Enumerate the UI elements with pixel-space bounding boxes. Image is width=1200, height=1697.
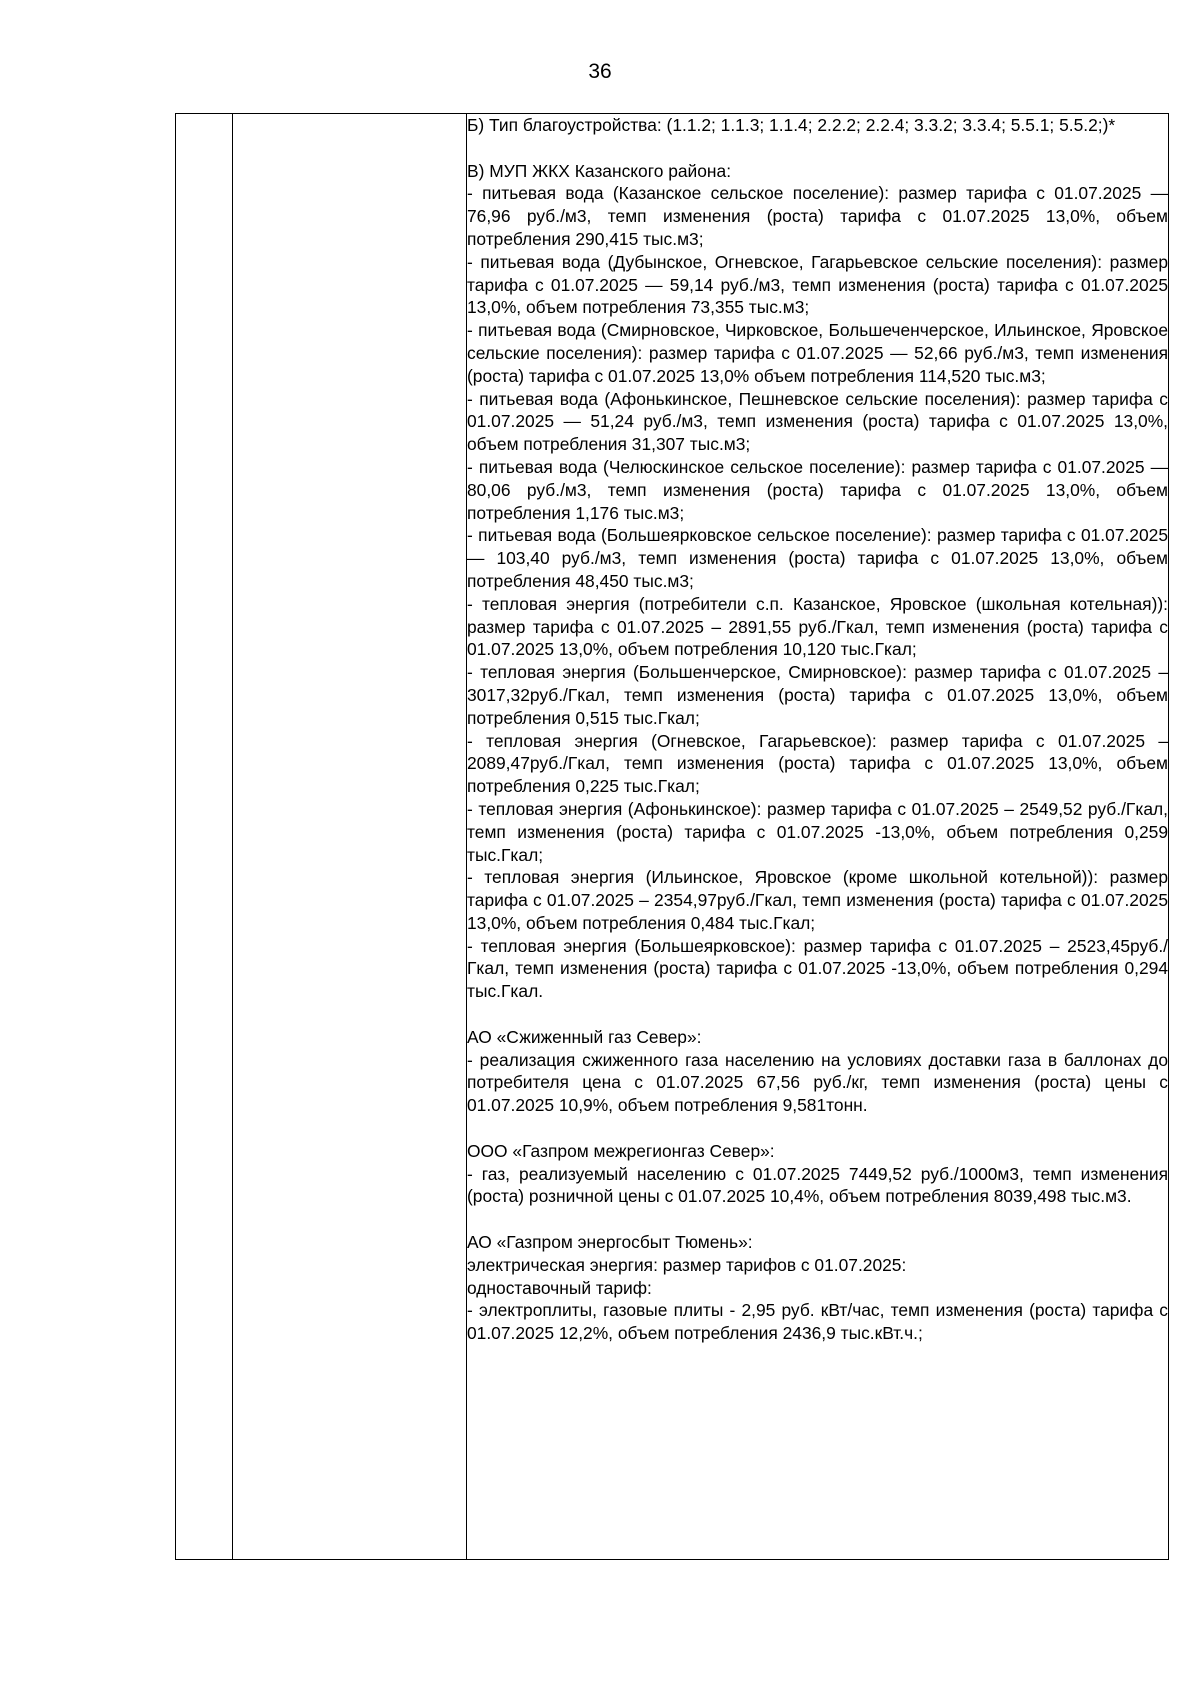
content-paragraph: Б) Тип благоустройства: (1.1.2; 1.1.3; 1.1.4; 2.2.2; 2.2.4; 3.3.2; 3.3.4; 5.5.1; 5.5.2;)* xyxy=(467,115,1116,135)
content-paragraph: - тепловая энергия (Афонькинское): размер тарифа с 01.07.2025 – 2549,52 руб./Гкал, темп изменения (роста) тарифа с 01.07.2025 -13,0%, объем потребления 0,259 тыс.Гкал; xyxy=(467,798,1168,865)
content-paragraph: - тепловая энергия (потребители с.п. Казанское, Яровское (школьная котельная)): размер тарифа с 01.07.2025 – 2891,55 руб./Гкал, темп изменения (роста) тарифа с 01.07.2025 13,0%, объем потребления 10,120 тыс.Гкал; xyxy=(467,593,1168,660)
content-paragraph: - газ, реализуемый населению с 01.07.2025 7449,52 руб./1000м3, темп изменения (роста) розничной цены с 01.07.2025 10,4%, объем потребления 8039,498 тыс.м3. xyxy=(467,1163,1168,1207)
content-paragraph: - реализация сжиженного газа населению на условиях доставки газа в баллонах до потребителя цена с 01.07.2025 67,56 руб./кг, темп изменения (роста) цены с 01.07.2025 10,9%, объем потребления 9,581тонн. xyxy=(467,1049,1168,1116)
table-cell-name xyxy=(233,114,467,1560)
paragraph-spacer xyxy=(467,1003,1168,1026)
content-paragraphs xyxy=(467,114,1168,1345)
content-paragraph: - питьевая вода (Большеярковское сельское поселение): размер тарифа с 01.07.2025 — 103,40 руб./м3, темп изменения (роста) тарифа с 01.07.2025 13,0%, объем потребления 48,450 тыс.м3; xyxy=(467,525,1168,591)
page-number: 36 xyxy=(588,60,612,83)
content-paragraph: ООО «Газпром межрегионгаз Север»: xyxy=(467,1140,775,1161)
content-paragraph: электрическая энергия: размер тарифов с 01.07.2025: xyxy=(467,1254,907,1275)
tariff-table xyxy=(175,113,1169,1560)
content-paragraph: - питьевая вода (Афонькинское, Пешневское сельские поселения): размер тарифа с 01.07.2025 — 51,24 руб./м3, темп изменения (роста) тарифа с 01.07.2025 13,0%, объем потребления 31,307 тыс.м3; xyxy=(467,388,1168,455)
content-paragraph: - тепловая энергия (Ильинское, Яровское (кроме школьной котельной)): размер тарифа с 01.07.2025 – 2354,97руб./Гкал, темп изменения (роста) тарифа с 01.07.2025 13,0%, объем потребления 0,484 тыс.Гкал; xyxy=(467,867,1168,933)
table-cell-number xyxy=(176,114,233,1560)
table-row xyxy=(176,114,1169,1560)
content-paragraph: - тепловая энергия (Большенчерское, Смирновское): размер тарифа с 01.07.2025 – 3017,32руб./Гкал, темп изменения (роста) тарифа с 01.07.2025 13,0%, объем потребления 0,515 тыс.Гкал; xyxy=(467,662,1168,728)
content-paragraph: - питьевая вода (Смирновское, Чирковское, Большеченчерское, Ильинское, Яровское сельские поселения): размер тарифа с 01.07.2025 — 52,66 руб./м3, темп изменения (роста) тарифа с 01.07.2025 13,0% объем потребления 114,520 тыс.м3; xyxy=(467,320,1168,386)
content-paragraph: АО «Сжиженный газ Север»: xyxy=(467,1026,702,1047)
content-paragraph: - электроплиты, газовые плиты - 2,95 руб. кВт/час, темп изменения (роста) тарифа с 01.07.2025 12,2%, объем потребления 2436,9 тыс.кВт.ч.; xyxy=(467,1300,1168,1344)
content-paragraph: одноставочный тариф: xyxy=(467,1277,652,1298)
paragraph-spacer xyxy=(467,137,1168,160)
content-paragraph: - питьевая вода (Казанское сельское поселение): размер тарифа с 01.07.2025 — 76,96 руб./м3, темп изменения (роста) тарифа с 01.07.2025 13,0%, объем потребления 290,415 тыс.м3; xyxy=(467,183,1168,249)
content-paragraph: АО «Газпром энергосбыт Тюмень»: xyxy=(467,1232,753,1253)
paragraph-spacer xyxy=(467,1208,1168,1231)
content-paragraph: В) МУП ЖКХ Казанского района: xyxy=(467,160,732,181)
paragraph-spacer xyxy=(467,1117,1168,1140)
content-paragraph: - тепловая энергия (Огневское, Гагарьевское): размер тарифа с 01.07.2025 – 2089,47руб./Гкал, темп изменения (роста) тарифа с 01.07.2025 13,0%, объем потребления 0,225 тыс.Гкал; xyxy=(467,730,1168,797)
content-paragraph: - питьевая вода (Дубынское, Огневское, Гагарьевское сельские поселения): размер тарифа с 01.07.2025 — 59,14 руб./м3, темп изменения (роста) тарифа с 01.07.2025 13,0%, объем потребления 73,355 тыс.м3; xyxy=(467,251,1168,318)
table-cell-content xyxy=(467,114,1169,1560)
content-paragraph: - питьевая вода (Челюскинское сельское поселение): размер тарифа с 01.07.2025 — 80,06 руб./м3, темп изменения (роста) тарифа с 01.07.2025 13,0%, объем потребления 1,176 тыс.м3; xyxy=(467,456,1168,523)
content-paragraph: - тепловая энергия (Большеярковское): размер тарифа с 01.07.2025 – 2523,45руб./Гкал, темп изменения (роста) тарифа с 01.07.2025 -13,0%, объем потребления 0,294 тыс.Гкал. xyxy=(467,935,1168,1002)
